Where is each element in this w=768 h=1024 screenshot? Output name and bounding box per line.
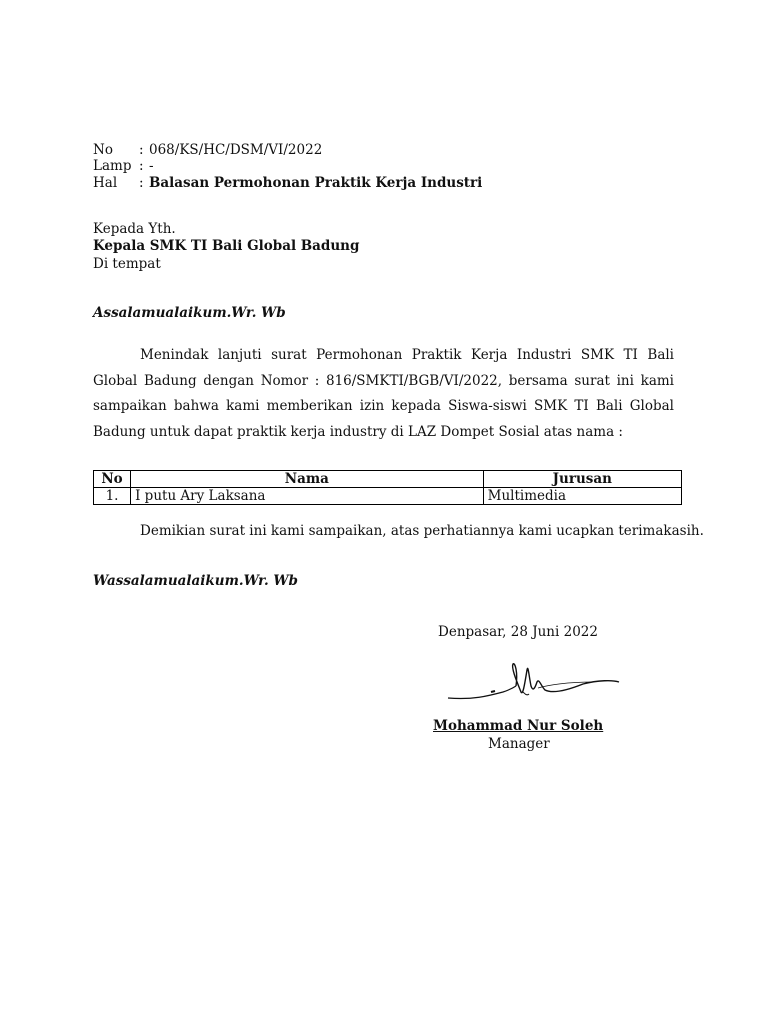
recipient-line1: Kepada Yth. xyxy=(93,221,176,237)
meta-key: No xyxy=(93,142,113,158)
cell-no: 1. xyxy=(94,488,131,505)
cell-jurusan: Multimedia xyxy=(483,488,681,505)
meta-colon: : xyxy=(139,158,144,174)
meta-colon: : xyxy=(139,175,144,191)
closing-paragraph: Demikian surat ini kami sampaikan, atas perhatiannya kami ucapkan terimakasih. xyxy=(140,523,704,539)
closing-greeting: Wassalamualaikum.Wr. Wb xyxy=(93,573,298,589)
meta-row-lamp xyxy=(93,157,154,175)
signer-name: Mohammad Nur Soleh xyxy=(433,718,604,734)
meta-key: Lamp xyxy=(93,158,132,174)
signature-image xyxy=(443,652,623,718)
meta-key: Hal xyxy=(93,175,118,191)
cell-nama: I putu Ary Laksana xyxy=(131,488,484,505)
meta-value: 068/KS/HC/DSM/VI/2022 xyxy=(149,142,323,158)
table-row xyxy=(94,488,682,505)
meta-row-hal xyxy=(93,174,482,192)
signer-title: Manager xyxy=(488,736,550,752)
recipient-place: Di tempat xyxy=(93,256,161,272)
header-nama: Nama xyxy=(131,471,484,488)
greeting: Assalamualaikum.Wr. Wb xyxy=(93,305,286,321)
meta-value: - xyxy=(149,158,154,174)
table-header-row xyxy=(94,471,682,488)
body-text: Menindak lanjuti surat Permohonan Praktik Kerja Industri SMK TI Bali Global Badung dengan Nomor : 816/SMKTI/BGB/VI/2022, bersama surat ini kami sampaikan bahwa kami memberikan izin kepada Siswa-siswi SMK TI Bali Global Badung untuk dapat praktik kerja industry di LAZ Dompet Sosial atas nama : xyxy=(93,347,674,440)
place-date: Denpasar, 28 Juni 2022 xyxy=(438,624,598,640)
student-table xyxy=(93,470,682,505)
meta-subject: Balasan Permohonan Praktik Kerja Industri xyxy=(149,175,483,191)
header-jurusan: Jurusan xyxy=(483,471,681,488)
body-paragraph xyxy=(93,343,674,445)
meta-colon: : xyxy=(139,142,144,158)
header-no: No xyxy=(94,471,131,488)
recipient-name: Kepala SMK TI Bali Global Badung xyxy=(93,238,360,254)
